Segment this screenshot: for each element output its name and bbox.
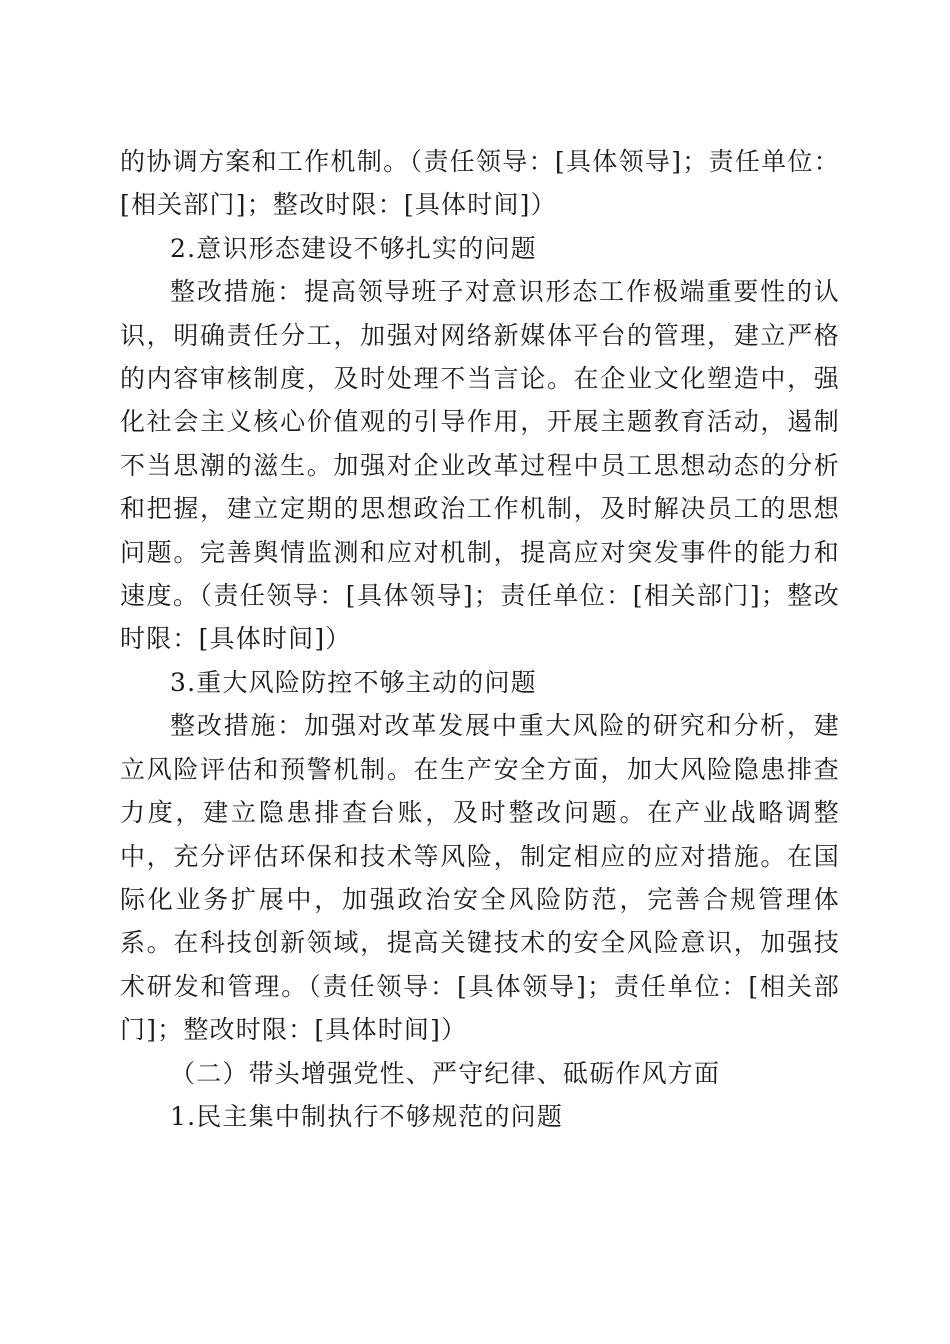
paragraph-ideology-measures: 整改措施：提高领导班子对意识形态工作极端重要性的认识，明确责任分工，加强对网络新媒体平台的管理，建立严格的内容审核制度，及时处理不当言论。在企业文化塑造中，强化社会主义核心价值观的引导作用，开展主题教育活动，遏制不当思潮的滋生。加强对企业改革过程中员工思想动态的分析和把握，建立定期的思想政治工作机制，及时解决员工的思想问题。完善舆情监测和应对机制，提高应对突发事件的能力和速度。（责任领导：[具体领导]；责任单位：[相关部门]；整改时限：[具体时间]） [120, 277, 840, 654]
paragraph-continuation: 的协调方案和工作机制。（责任领导：[具体领导]；责任单位：[相关部门]；整改时限：[具体时间]） [120, 147, 840, 220]
section-heading-party-discipline: （二）带头增强党性、严守纪律、砥砺作风方面 [170, 1058, 721, 1088]
item-heading-risk-control: 3.重大风险防控不够主动的问题 [170, 667, 537, 697]
item-heading-ideology: 2.意识形态建设不够扎实的问题 [170, 233, 537, 263]
paragraph-risk-measures: 整改措施：加强对改革发展中重大风险的研究和分析，建立风险评估和预警机制。在生产安全方面，加大风险隐患排查力度，建立隐患排查台账，及时整改问题。在产业战略调整中，充分评估环保和技术等风险，制定相应的应对措施。在国际化业务扩展中，加强政治安全风险防范，完善合规管理体系。在科技创新领域，提高关键技术的安全风险意识，加强技术研发和管理。（责任领导：[具体领导]；责任单位：[相关部门]；整改时限：[具体时间]） [120, 711, 840, 1045]
document-page [120, 140, 840, 1138]
item-heading-democratic-centralism: 1.民主集中制执行不够规范的问题 [170, 1101, 564, 1131]
